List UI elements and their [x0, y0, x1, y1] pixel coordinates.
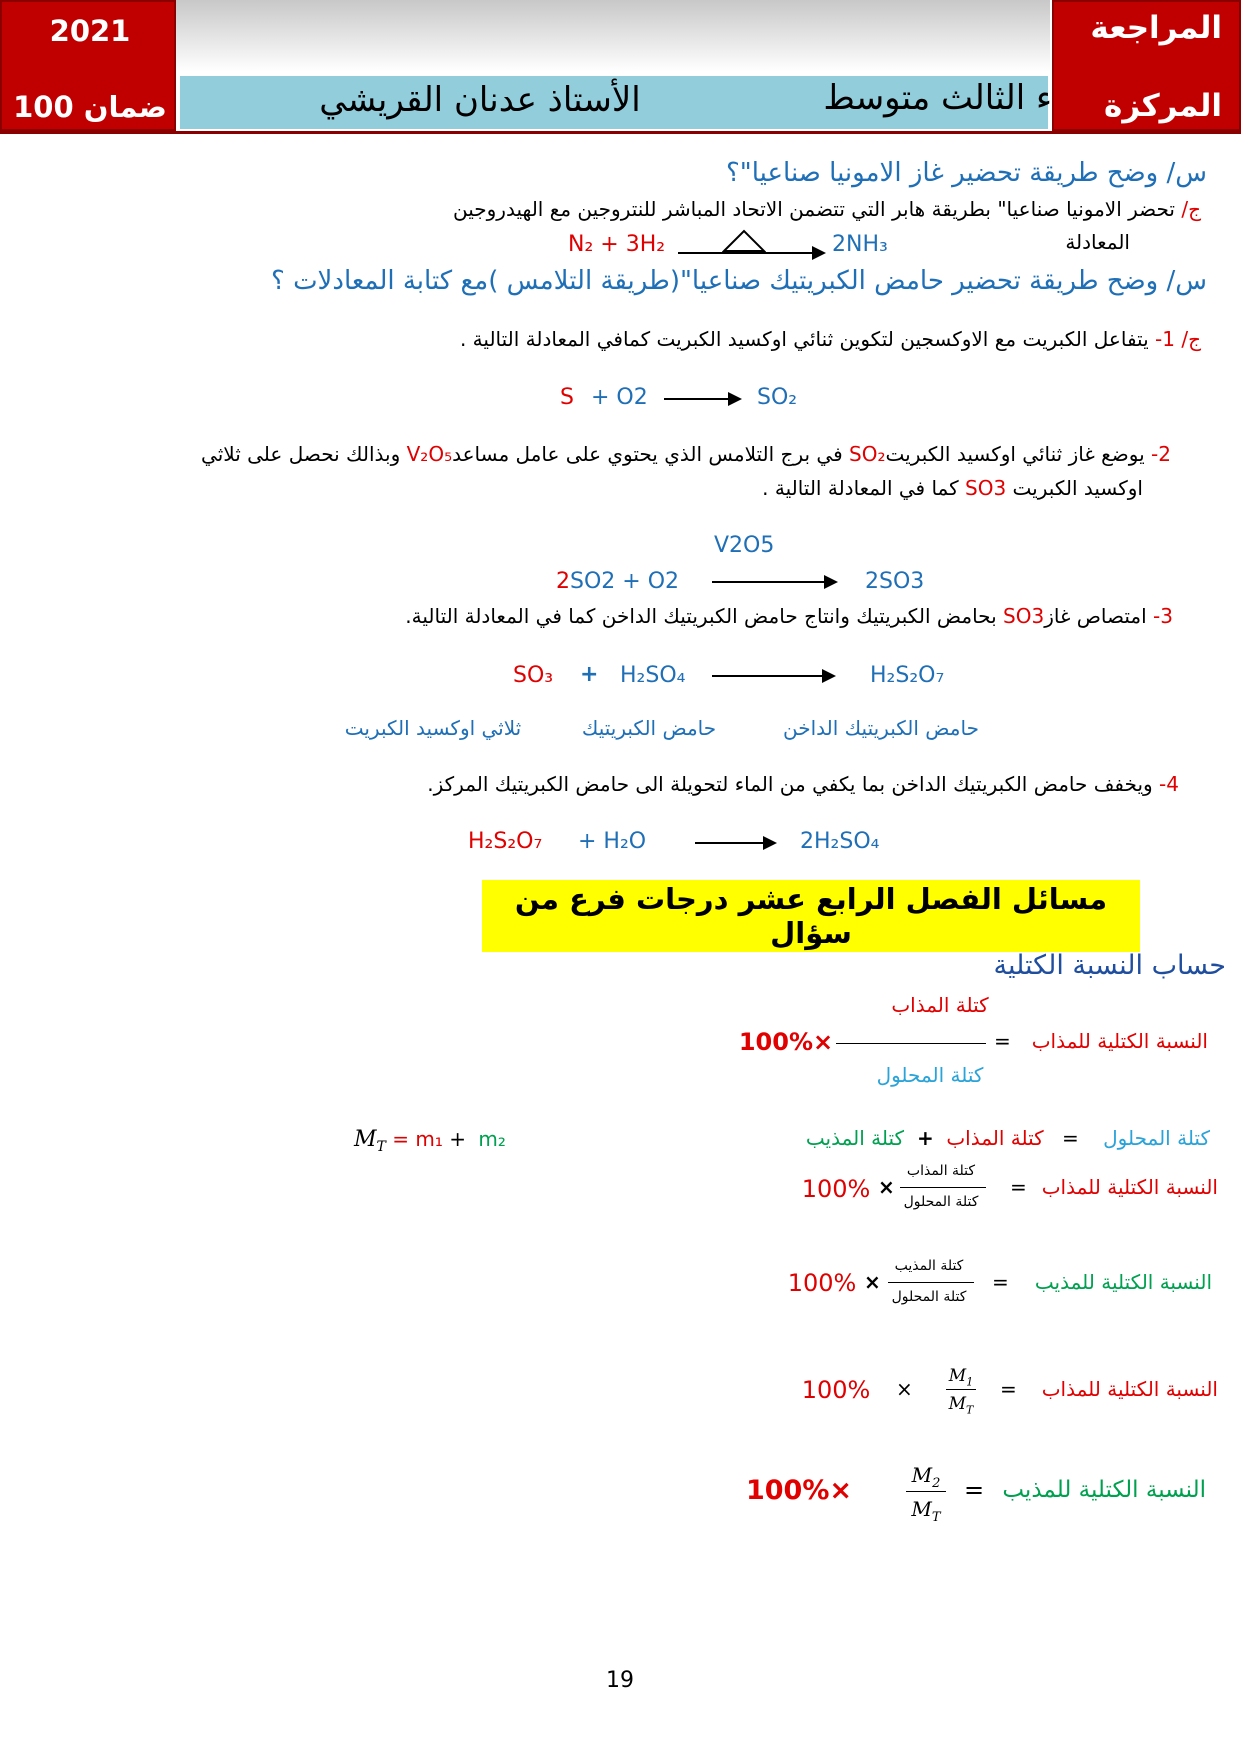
step-2-so2: SO₂	[849, 442, 886, 466]
f4-den-sub: T	[966, 1403, 974, 1417]
eq1-right: SO₂	[757, 385, 798, 410]
f4-bar	[946, 1389, 976, 1390]
step-2-line2-a: اوكسيد الكبريت	[1012, 476, 1143, 500]
f5-bar	[906, 1491, 946, 1492]
step-2-c: وبذالك نحصل على ثلاثي	[201, 442, 401, 466]
eq1-o2: + O2	[590, 385, 648, 410]
eq1-s: S	[560, 385, 574, 410]
step-1-prefix: ج/ 1-	[1155, 327, 1201, 351]
mt-m: M	[354, 1127, 377, 1152]
eq2-catalyst: V2O5	[714, 533, 775, 558]
answer-text: تحضر الامونيا صناعيا" بطريقة هابر التي تتضمن الاتحاد المباشر للنتروجين مع الهيدروجين	[453, 197, 1175, 221]
f5-num-sub: 2	[932, 1476, 941, 1491]
f4-den	[944, 1394, 978, 1416]
f4-lhs: النسبة الكتلية للمذاب	[1041, 1377, 1218, 1401]
label-fuming-acid: حامض الكبريتيك الداخن	[783, 716, 979, 740]
eq3-plus: +	[580, 662, 599, 687]
f5-eq: =	[964, 1476, 985, 1504]
f5-lhs: النسبة الكتلية للمذيب	[1002, 1477, 1206, 1503]
guarantee-label: ضمان 100	[13, 90, 167, 124]
step-2-a: يوضع غاز ثنائي اوكسيد الكبريت	[885, 442, 1145, 466]
equation-label: المعادلة	[1065, 230, 1130, 254]
f3-bar	[888, 1282, 974, 1283]
label-trioxide: ثلاثي اوكسيد الكبريت	[344, 716, 522, 740]
step-2-catalyst: V₂O₅	[406, 442, 453, 466]
step-2-num: 2-	[1151, 442, 1171, 466]
f4-times: ×	[896, 1377, 913, 1401]
f3-den: كتلة المحلول	[891, 1289, 967, 1305]
haber-eq-left: N₂ + 3H₂	[568, 232, 666, 257]
f3-times: ×	[864, 1270, 881, 1294]
eq2-left	[556, 569, 679, 594]
f5-den	[904, 1497, 948, 1525]
f1-eq: =	[994, 1029, 1011, 1053]
eq3-arrow	[712, 675, 834, 677]
step-2-line-2	[143, 476, 1143, 500]
f2-den: كتلة المحلول	[903, 1194, 979, 1210]
eq2-arrow	[712, 581, 836, 583]
step-4	[79, 772, 1179, 796]
eq3-right: H₂S₂O₇	[870, 663, 945, 688]
f3-eq: =	[992, 1270, 1009, 1294]
eq2-reactants: SO2 + O2	[570, 569, 680, 594]
f5-num	[906, 1463, 946, 1491]
step-3-so3: SO3	[1003, 604, 1045, 628]
f4-num-sub: 1	[966, 1375, 974, 1389]
f4-num-m: M	[948, 1366, 967, 1386]
mt-sub: T	[376, 1139, 386, 1155]
step-3-b: بحامض الكبريتيك وانتاج حامض الكبريتيك الداخن كما في المعادلة التالية.	[405, 604, 997, 628]
f2-bar	[900, 1187, 986, 1188]
question-ammonia: س/ وضح طريقة تحضير غاز الامونيا صناعيا"؟	[726, 158, 1207, 188]
eq2-coef: 2	[556, 569, 570, 594]
f5-den-sub: T	[931, 1510, 941, 1525]
answer-prefix: ج/	[1181, 197, 1201, 221]
teacher-name: الأستاذ عدنان القريشي	[319, 80, 641, 120]
step-2-line2-b: كما في المعادلة التالية .	[762, 476, 959, 500]
heat-triangle-icon	[722, 229, 766, 253]
f4-den-m: M	[948, 1394, 967, 1414]
f3-lhs: النسبة الكتلية للمذيب	[1034, 1270, 1212, 1294]
step-1-text: يتفاعل الكبريت مع الاوكسجين لتكوين ثنائي اوكسيد الكبريت كمافي المعادلة التالية .	[459, 327, 1149, 351]
f1-den: كتلة المحلول	[876, 1063, 984, 1087]
question-sulfuric: س/ وضح طريقة تحضير حامض الكبريتيك صناعيا"(طريقة التلامس )مع كتابة المعادلات ؟	[271, 266, 1207, 296]
label-sulfuric-acid: حامض الكبريتيك	[581, 716, 717, 740]
mt-plus: +	[449, 1127, 466, 1151]
header-background	[170, 0, 1050, 72]
f2-lhs: النسبة الكتلية للمذاب	[1041, 1175, 1218, 1199]
f2-eq: =	[1010, 1175, 1027, 1199]
f5-num-m: M	[911, 1463, 933, 1487]
f1-num: كتلة المذاب	[891, 993, 989, 1017]
sum-solution: كتلة المحلول	[1103, 1126, 1210, 1150]
answer-ammonia	[201, 197, 1201, 221]
eq1-arrow	[664, 398, 740, 400]
step-1	[101, 327, 1201, 351]
review-title-1: المراجعة	[1090, 10, 1222, 46]
f1-factor: ×100%	[738, 1028, 834, 1056]
sum-solvent: كتلة المذيب	[805, 1126, 905, 1150]
eq4-left: H₂S₂O₇	[468, 829, 543, 854]
section-subtitle: حساب النسبة الكتلية	[993, 950, 1226, 981]
f2-times: ×	[878, 1175, 895, 1199]
section-banner: مسائل الفصل الرابع عشر درجات فرع من سؤال	[482, 880, 1140, 952]
year-label: 2021	[49, 14, 131, 48]
header-divider	[0, 131, 1241, 134]
mt-rhs-1: = m₁	[392, 1127, 443, 1151]
eq3-h2so4: H₂SO₄	[620, 663, 686, 688]
mt-rhs-2: m₂	[478, 1127, 506, 1151]
f4-num	[946, 1366, 976, 1388]
step-3	[73, 604, 1173, 628]
eq3-so3: SO₃	[513, 663, 554, 688]
sum-plus: +	[917, 1126, 934, 1150]
f1-bar	[836, 1043, 986, 1044]
eq4-arrow	[695, 842, 775, 844]
sum-solute: كتلة المذاب	[946, 1126, 1044, 1150]
review-box	[1052, 0, 1241, 131]
eq2-right: 2SO3	[865, 569, 925, 594]
sum-eq: =	[1062, 1126, 1079, 1150]
grade-label: ء الثالث متوسط	[823, 78, 1052, 118]
f3-num: كتلة المذيب	[894, 1258, 964, 1274]
f5-den-m: M	[911, 1497, 932, 1521]
f4-eq: =	[1000, 1377, 1017, 1401]
step-4-text: ويخفف حامض الكبريتيك الداخن بما يكفي من الماء لتحويلة الى حامض الكبريتيك المركز.	[427, 772, 1153, 796]
f2-factor: 100%	[801, 1175, 871, 1203]
step-2-b: في برج التلامس الذي يحتوي على عامل مساعد	[452, 442, 843, 466]
step-3-a: امتصاص غاز	[1044, 604, 1147, 628]
step-3-num: 3-	[1153, 604, 1173, 628]
step-2-so3: SO3	[965, 476, 1007, 500]
f1-lhs: النسبة الكتلية للمذاب	[1031, 1029, 1208, 1053]
step-2-line-1	[31, 442, 1171, 466]
f3-factor: 100%	[787, 1269, 857, 1297]
f2-num: كتلة المذاب	[906, 1163, 976, 1179]
f4-factor: 100%	[801, 1376, 871, 1404]
step-4-num: 4-	[1159, 772, 1179, 796]
year-box	[0, 0, 176, 131]
f5-factor: ×100%	[745, 1475, 853, 1506]
mt-equation	[354, 1127, 506, 1155]
page-number: 19	[606, 1668, 634, 1693]
eq1	[560, 385, 648, 410]
review-title-2: المركزة	[1104, 88, 1222, 124]
eq4-right: 2H₂SO₄	[800, 829, 880, 854]
eq4-mid: + H₂O	[578, 829, 647, 854]
haber-eq-right: 2NH₃	[832, 232, 888, 257]
